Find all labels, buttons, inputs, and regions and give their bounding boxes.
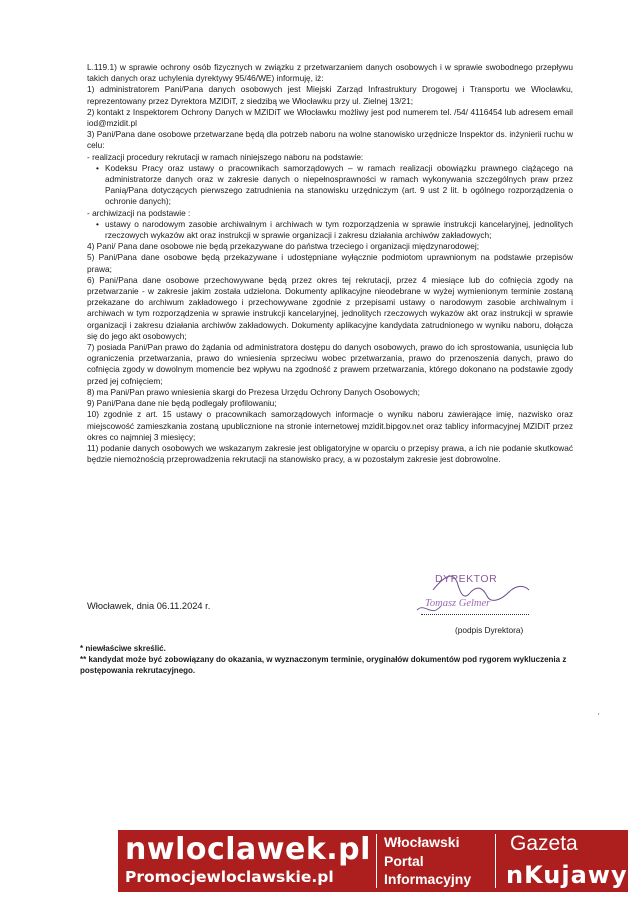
paragraph-8: 8) ma Pani/Pan prawo wniesienia skargi do Prezesa Urzędu Ochrony Danych Osobowych; <box>87 386 420 397</box>
banner-divider <box>495 834 496 888</box>
banner-portal-label <box>384 833 471 889</box>
paragraph-6: 6) Pani/Pana dane osobowe przechowywane będą przez okres tej rekrutacji, przez 4 miesiące lub do cofnięcia zgody na przetwarzanie - w zakresie jakim została udzielona. Dokumenty aplikacyjne nieodebrane w wyżej wymienionym terminie zostaną przekazane do archiwum zakładowego i przechowywane zgodnie z przepisami ustawy o narodowym zasobie archiwalnym i archiwach w tym rozporządzenia w sprawie instrukcji kancelaryjnej, jednolitych rzeczowych wykazów akt oraz instrukcji w sprawie organizacji i zakresu działania archiwów zakładowych. Dokumenty aplikacyjne kandydata zatrudnionego w wyniku naboru, dołącza się do jego akt osobowych; <box>87 274 573 341</box>
footnote-2: ** kandydat może być zobowiązany do okazania, w wyznaczonym terminie, oryginałów dokumentów pod rygorem wykluczenia z postępowania rekrutacyjnego. <box>80 655 567 675</box>
banner-gazeta-line2: nKujawy <box>506 861 628 889</box>
paragraph-5: 5) Pani/Pana dane osobowe będą przekazywane i udostępniane wyłącznie podmiotom uprawnionym na podstawie przepisów prawa; <box>87 252 573 274</box>
paragraph-4: 4) Pani/ Pana dane osobowe nie będą przekazywane do państwa trzeciego i organizacji międzynarodowej; <box>87 241 480 252</box>
banner-gazeta-line1: Gazeta <box>510 832 578 855</box>
list-item: • ustawy o narodowym zasobie archiwalnym i archiwach w tym rozporządzenia w sprawie instrukcji kancelaryjnej, jednolitych rzeczowych wykazów akt oraz instrukcji w sprawie organizacji i zakresu działania archiwów zakładowych; <box>99 219 573 241</box>
paragraph-11: 11) podanie danych osobowych we wskazanym zakresie jest obligatoryjne w oparciu o przepisy prawa, a ich nie podanie skutkować będzie niemożnością przeprowadzenia rekrutacji na stanowisko pracy, a w pozostałym zakresie jest dobrowolne. <box>87 442 573 465</box>
banner-portal-line2: Portal <box>384 852 424 869</box>
paragraph-intro: L.119.1) w sprawie ochrony osób fizycznych w związku z przetwarzaniem danych osobowych i w sprawie swobodnego przepływu takich danych oraz uchylenia dyrektywy 95/46/WE) informuję, iż: <box>87 62 573 84</box>
paragraph-3: 3) Pani/Pana dane osobowe przetwarzane będą dla potrzeb naboru na wolne stanowisko urzędnicze Inspektor ds. inżynierii ruchu w celu: <box>87 129 573 151</box>
banner-portal-line1: Włocławski <box>384 834 460 850</box>
stamp-title: DYREKTOR <box>435 573 498 585</box>
banner-site-secondary: Promocjewloclawskie.pl <box>125 868 334 886</box>
paragraph-9: 9) Pani/Pana dane nie będą podlegały profilowaniu; <box>87 398 277 409</box>
footnotes <box>80 643 580 676</box>
signature-caption: (podpis Dyrektora) <box>455 625 524 635</box>
footnote-1: * niewłaściwe skreślić. <box>80 644 166 653</box>
stamp-name: Tomasz Gelmer <box>425 598 491 609</box>
signature-line <box>421 614 529 615</box>
archiving-basis-list <box>87 219 573 241</box>
paragraph-2: 2) kontakt z Inspektorem Ochrony Danych w MZIDiT we Włocławku możliwy jest pod numerem tel. /54/ 4116454 lub adresem email iod@mzidit.pl <box>87 106 573 129</box>
stray-mark: ' <box>598 712 600 721</box>
paragraph-7: 7) posiada Pani/Pan prawo do żądania od administratora dostępu do danych osobowych, prawo do ich sprostowania, usunięcia lub ograniczenia przetwarzania, prawo do wniesienia sprzeciwu wobec przetwarzania, prawo do przenoszenia danych, prawo do cofnięcia zgody w dowolnym momencie bez wpływu na zgodność z prawem przetwarzania, którego dokonano na podstawie zgody przed jej cofnięciem; <box>87 342 573 386</box>
banner-site-primary: nwloclawek.pl <box>125 832 371 867</box>
watermark-banner <box>118 830 628 892</box>
paragraph-10: 10) zgodnie z art. 15 ustawy o pracownikach samorządowych informacje o wyniku naboru zawierające imię, nazwisko oraz miejscowość zamieszkania zostaną upublicznione na stronie internetowej mzidit.bipgov.net oraz tablicy informacyjnej MZIDiT przez okres co najmniej 3 miesięcy; <box>87 409 573 442</box>
place-date: Włocławek, dnia 06.11.2024 r. <box>87 601 211 611</box>
document-body <box>87 62 573 465</box>
recruitment-basis-intro: - realizacji procedury rekrutacji w ramach niniejszego naboru na podstawie: <box>87 151 364 162</box>
signature-block <box>405 570 575 640</box>
banner-divider <box>376 834 377 888</box>
recruitment-basis-list <box>87 163 573 208</box>
banner-portal-line3: Informacyjny <box>384 871 472 887</box>
list-item: • Kodeksu Pracy oraz ustawy o pracownikach samorządowych – w ramach realizacji obowiązku prawnego ciążącego na administratorze danych oraz w zakresie danych o niepełnosprawności w ramach wykonywania szczególnych praw przez Panią/Pana dotyczących pierwszego zatrudnienia na stanowisku urzędniczym (art. 9 ust 2 lit. b ogólnego rozporządzenia o ochronie danych); <box>99 163 573 208</box>
paragraph-1: 1) administratorem Pani/Pana danych osobowych jest Miejski Zarząd Infrastruktury Drogowej i Transportu we Włocławku, reprezentowany przez Dyrektora MZIDiT, z siedzibą we Włocławku przy ul. Zielnej 13/21; <box>87 84 573 106</box>
archiving-intro: - archiwizacji na podstawie : <box>87 207 191 218</box>
